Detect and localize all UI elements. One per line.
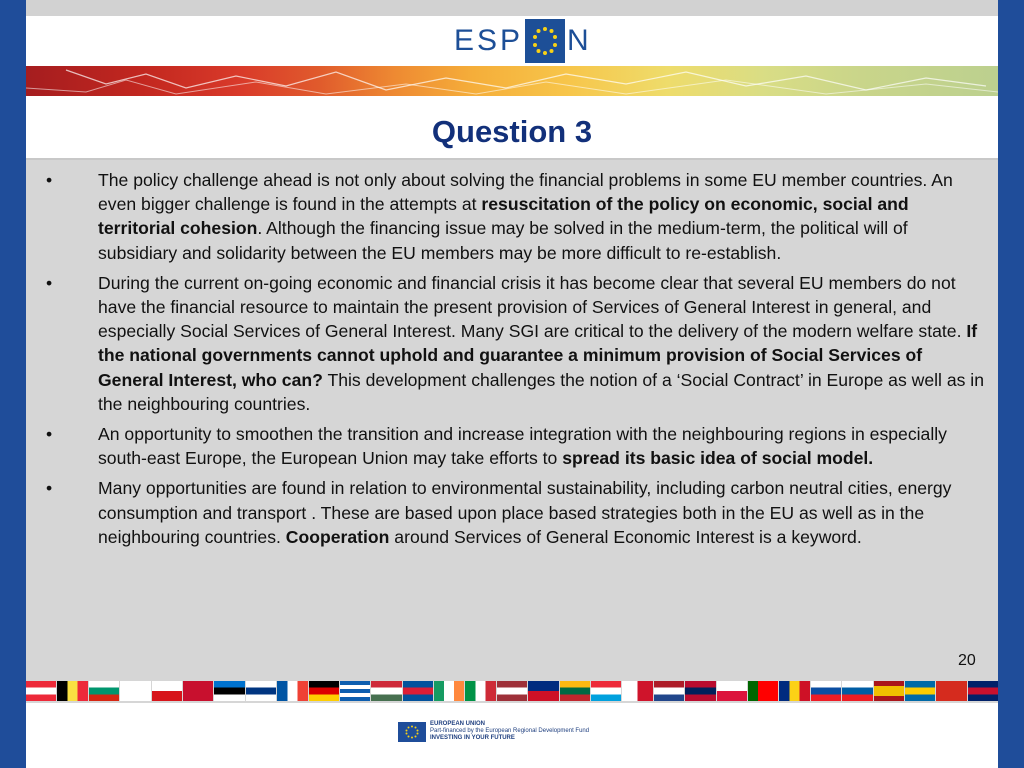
bullet-text: . Although the financing issue may be solved in the medium-term, the political will of subsidiary and solidarity between the EU members may be more difficult to re-establish.	[98, 218, 908, 263]
bullet-list	[26, 168, 998, 555]
bullet-marker: •	[46, 424, 53, 445]
bullet-item	[26, 271, 998, 416]
page-title: Question 3	[431, 114, 593, 149]
header-logo-area	[26, 16, 998, 66]
bullet-item	[26, 168, 998, 265]
bullet-item	[26, 422, 998, 470]
flag-germany	[309, 681, 339, 701]
flag-estonia	[214, 681, 244, 701]
flag-spain	[874, 681, 904, 701]
bullet-text: Many opportunities are found in relation to environmental sustainability, including carbon neutral cities, energy consumption and transport . These are based upon place based strategies both in the EU as well as in the neighbouring countries.	[98, 478, 952, 547]
flag-greece	[340, 681, 370, 701]
slide	[26, 0, 998, 768]
flag-cyprus	[120, 681, 150, 701]
flag-denmark	[183, 681, 213, 701]
flag-liechtenstein	[528, 681, 558, 701]
flag-belgium	[57, 681, 87, 701]
flag-italy	[465, 681, 495, 701]
top-band	[26, 0, 998, 16]
flag-lithuania	[560, 681, 590, 701]
logo-text-right: N	[567, 24, 592, 57]
flag-austria	[26, 681, 56, 701]
flag-romania	[779, 681, 809, 701]
flag-hungary	[371, 681, 401, 701]
bullet-text: around Services of General Economic Interest is a keyword.	[389, 526, 862, 547]
map-borders	[26, 66, 998, 96]
stars-circle-icon	[525, 19, 565, 63]
flag-luxembourg	[591, 681, 621, 701]
flag-finland	[246, 681, 276, 701]
eu-flag-icon	[398, 722, 426, 742]
flag-czech	[152, 681, 182, 701]
footer-area	[26, 703, 998, 768]
eu-line-3: INVESTING IN YOUR FUTURE	[430, 735, 515, 741]
flag-malta	[622, 681, 652, 701]
page-number: 20	[958, 652, 976, 669]
espon-logo	[454, 19, 592, 63]
bullet-text-bold: spread its basic idea of social model.	[562, 448, 874, 469]
flag-iceland	[403, 681, 433, 701]
flag-poland	[717, 681, 747, 701]
flag-uk	[968, 681, 998, 701]
flag-latvia	[497, 681, 527, 701]
bullet-text-bold: resuscitation of the policy on economic, social and territorial cohesion	[98, 194, 909, 239]
flag-switzerland	[936, 681, 966, 701]
bullet-item	[26, 476, 998, 549]
flag-norway	[685, 681, 715, 701]
bullet-text: The policy challenge ahead is not only about solving the financial problems in some EU member countries. An even bigger challenge is found in the attempts at	[98, 170, 953, 215]
bullet-marker: •	[46, 478, 53, 499]
europe-map-strip	[26, 66, 998, 96]
bullet-text: During the current on-going economic and financial crisis it has become clear that several EU members do not have the financial resource to maintain the present provision of Services of General Interest in general, and especially Social Services of General Interest. Many SGI are critical to the delivery of the modern welfare state.	[98, 272, 967, 342]
eu-funding-logo	[398, 721, 589, 742]
flag-slovakia	[811, 681, 841, 701]
eu-funding-text	[430, 721, 589, 742]
logo-text-left: ESP	[454, 24, 524, 57]
eu-line-1: EUROPEAN UNION	[430, 721, 486, 727]
bullet-text: An opportunity to smoothen the transition and increase integration with the neighbouring regions in especially south-east Europe, the European Union may take efforts to	[98, 424, 947, 469]
flag-portugal	[748, 681, 778, 701]
eu-line-2: Part-financed by the European Regional Development Fund	[430, 728, 590, 734]
flag-slovenia	[842, 681, 872, 701]
bullet-text: This development challenges the notion of a ‘Social Contract’ in Europe as well as in the neighbouring countries.	[98, 369, 984, 414]
bullet-marker: •	[46, 170, 53, 190]
bullet-text-bold: If the national governments cannot uphold and guarantee a minimum provision of Social Services of General Interest, who can?	[98, 321, 978, 390]
bullet-marker: •	[46, 272, 53, 293]
bullet-text-bold: Cooperation	[285, 526, 390, 547]
flag-ireland	[434, 681, 464, 701]
flag-france	[277, 681, 307, 701]
flag-netherlands	[654, 681, 684, 701]
flag-sweden	[905, 681, 935, 701]
flag-strip	[26, 681, 998, 701]
flag-bulgaria	[89, 681, 119, 701]
